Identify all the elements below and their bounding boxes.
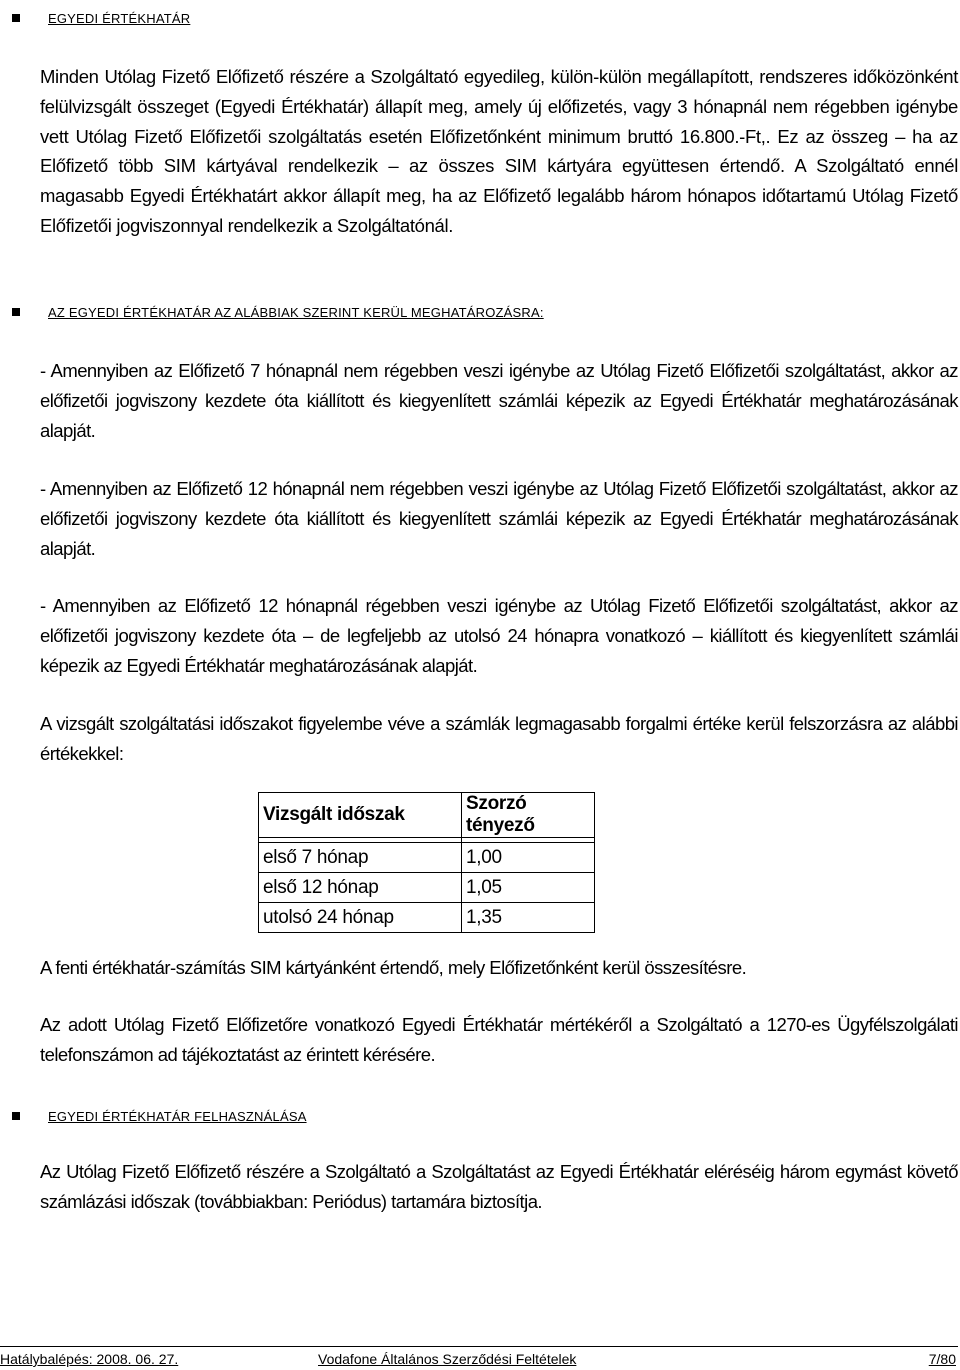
table-cell-period: első 12 hónap: [259, 873, 462, 903]
section-title: AZ EGYEDI ÉRTÉKHATÁR AZ ALÁBBIAK SZERINT KERÜL MEGHATÁROZÁSRA:: [48, 304, 544, 320]
table-cell-factor: 1,00: [462, 843, 595, 873]
table-header-row: [259, 793, 595, 838]
multiplier-table: [258, 792, 595, 933]
paragraph-case-7-months: - Amennyiben az Előfizető 7 hónapnál nem régebben veszi igénybe az Utólag Fizető Előfizetői szolgáltatást, akkor az előfizetői jogviszony kezdete óta kiállított és kiegyenlített számlái képezik az Egyedi Értékhatár meghatározásának alapját.: [40, 360, 958, 441]
footer-page-number: 7/80: [928, 1351, 956, 1367]
square-bullet-icon: [12, 14, 20, 22]
footer-effective-date: Hatálybalépés: 2008. 06. 27.: [0, 1351, 179, 1367]
table-cell-factor: 1,05: [462, 873, 595, 903]
footer-document-title: Vodafone Általános Szerződési Feltételek: [318, 1351, 577, 1367]
section-title: EGYEDI ÉRTÉKHATÁR FELHASZNÁLÁSA: [48, 1108, 307, 1124]
paragraph-info-phone: Az adott Utólag Fizető Előfizetőre vonatkozó Egyedi Értékhatár mértékéről a Szolgáltató a 1270-es Ügyfélszolgálati telefonszámon ad tájékoztatást az érintett kérésére.: [40, 1014, 958, 1065]
paragraph-intro: Minden Utólag Fizető Előfizető részére a Szolgáltató egyedileg, külön-külön megállapított, rendszeres időközönként felülvizsgált összeget (Egyedi Értékhatár) állapít meg, amely új előfizetés, vagy 3 hónapnál nem régebben igénybe vett Utólag Fizető Előfizetői szolgáltatás esetén Előfizetőnként minimum bruttó 16.800.-Ft,. Ez az összeg – ha az Előfizető több SIM kártyával rendelkezik – az összes SIM kártyára együttesen értendő. A Szolgáltató ennél magasabb Egyedi Értékhatárt akkor állapít meg, ha az Előfizető legalább három hónapos időtartamú Utólag Fizető Előfizetői jogviszonnyal rendelkezik a Szolgáltatónál.: [40, 66, 958, 236]
table-row: [259, 873, 595, 903]
paragraph-multiplier-intro: A vizsgált szolgáltatási időszakot figyelembe véve a számlák legmagasabb forgalmi értéke kerül felszorzásra az alábbi értékekkel:: [40, 713, 958, 764]
section-heading-meghatarozas: [12, 300, 544, 324]
table-cell-factor: 1,35: [462, 903, 595, 933]
square-bullet-icon: [12, 1112, 20, 1120]
paragraph-sim-note: A fenti értékhatár-számítás SIM kártyánként értendő, mely Előfizetőnként kerül összesítésre.: [40, 957, 747, 978]
section-title: EGYEDI ÉRTÉKHATÁR: [48, 10, 191, 26]
table-row: [259, 843, 595, 873]
square-bullet-icon: [12, 308, 20, 316]
table-header-period: Vizsgált időszak: [259, 793, 462, 838]
paragraph-case-over-12-months: - Amennyiben az Előfizető 12 hónapnál régebben veszi igénybe az Utólag Fizető Előfizetői szolgáltatást, akkor az előfizetői jogviszony kezdete óta – de legfeljebb az utolsó 24 hónapra vonatkozó – kiállított és kiegyenlített számlái képezik az Egyedi Értékhatár meghatározásának alapját.: [40, 595, 958, 676]
section-heading-egyedi-ertekhatar: [12, 6, 190, 30]
table-cell-period: utolsó 24 hónap: [259, 903, 462, 933]
table-row: [259, 903, 595, 933]
table-header-factor: Szorzó tényező: [462, 793, 595, 838]
page-footer: [0, 1346, 958, 1369]
table-cell-period: első 7 hónap: [259, 843, 462, 873]
paragraph-usage: Az Utólag Fizető Előfizető részére a Szolgáltató a Szolgáltatást az Egyedi Értékhatár eléréséig három egymást követő számlázási időszak (továbbiakban: Periódus) tartamára biztosítja.: [40, 1161, 958, 1212]
paragraph-case-12-months: - Amennyiben az Előfizető 12 hónapnál nem régebben veszi igénybe az Utólag Fizető Előfizetői szolgáltatást, akkor az előfizetői jogviszony kezdete óta kiállított és kiegyenlített számlái képezik az Egyedi Értékhatár meghatározásának alapját.: [40, 478, 958, 559]
section-heading-felhasznalas: [12, 1104, 307, 1128]
